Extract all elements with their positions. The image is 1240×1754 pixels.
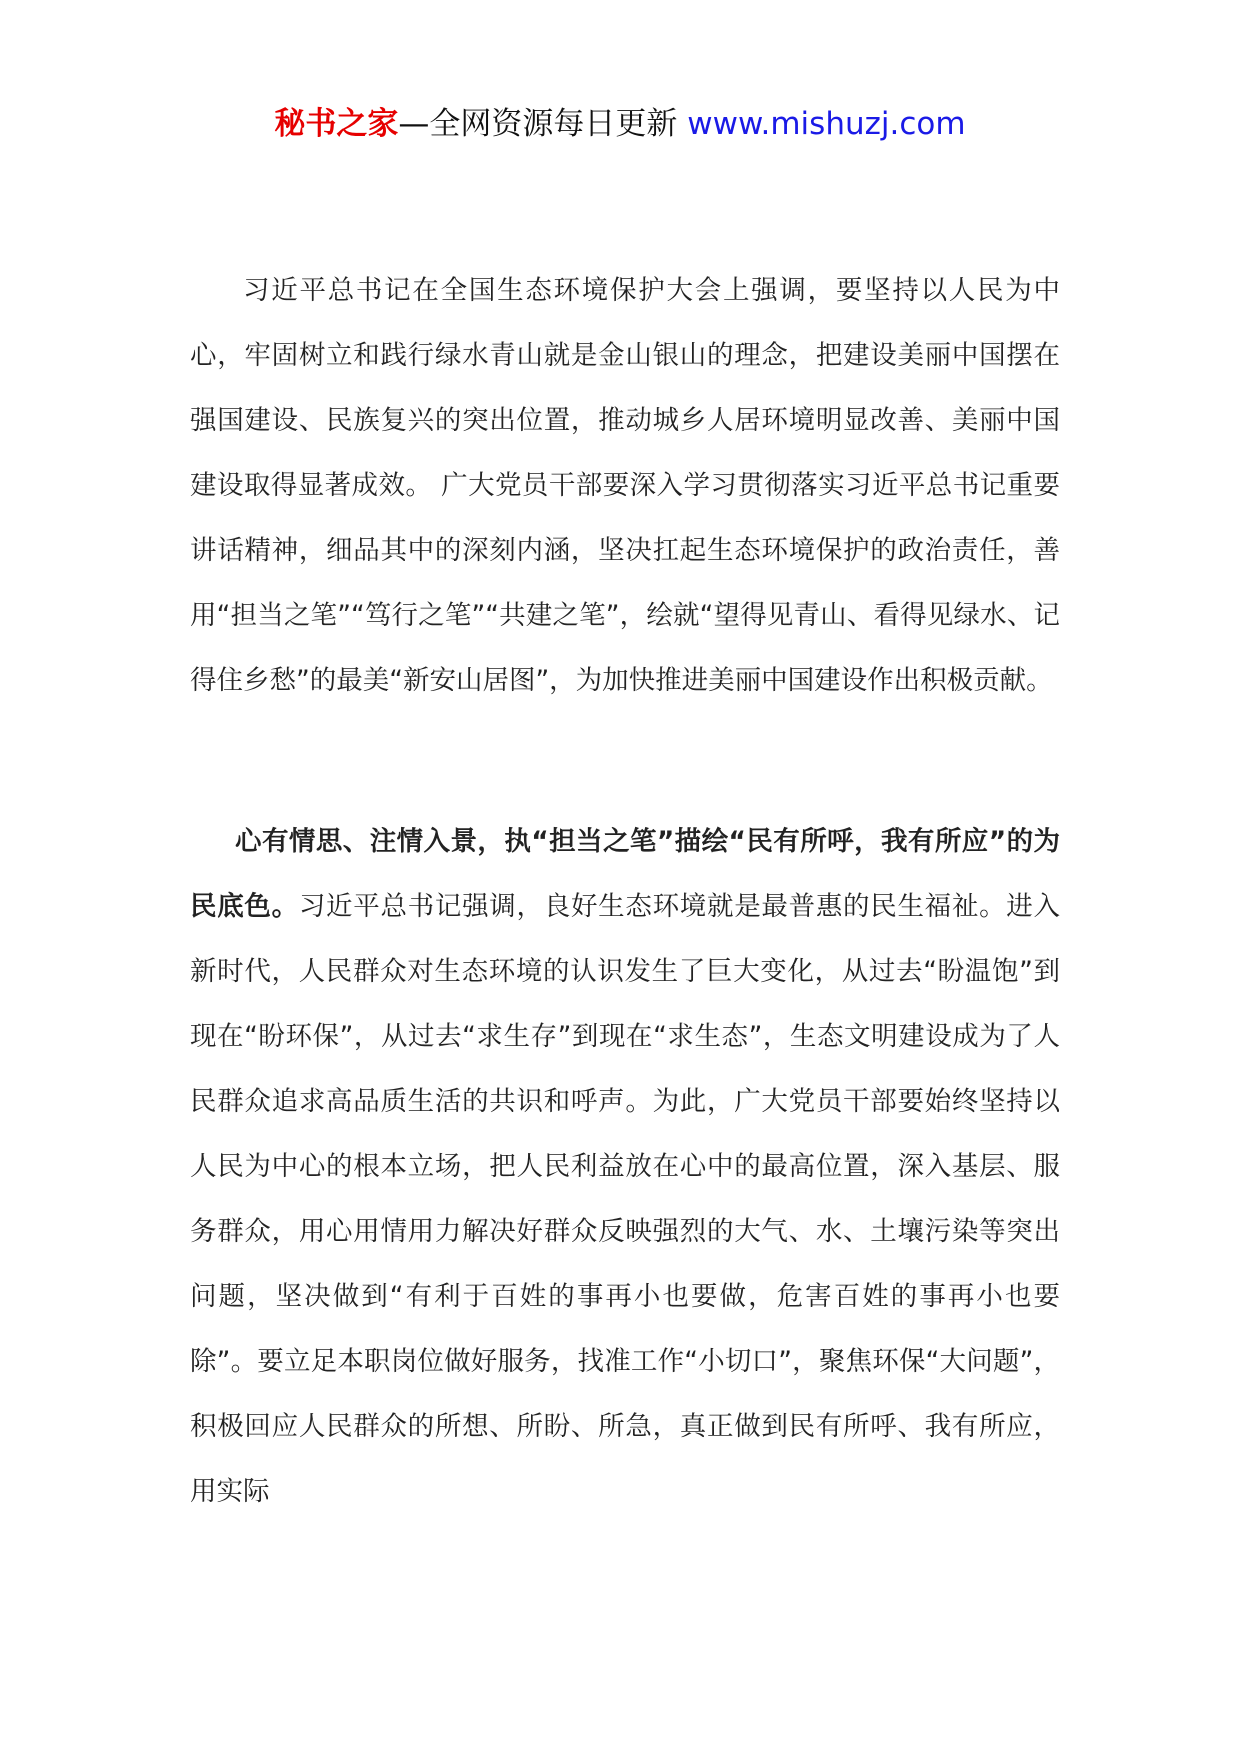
header-dash: — xyxy=(398,106,430,142)
paragraph-text: 习近平总书记强调，良好生态环境就是最普惠的民生福祉。进入新时代，人民群众对生态环境的认识发生了巨大变化，从过去“盼温饱”到现在“盼环保”，从过去“求生存”到现在“求生态”，生态文明建设成为了人民群众追求高品质生活的共识和呼声。为此，广大党员干部要始终坚持以人民为中心的根本立场，把人民利益放在心中的最高位置，深入基层、服务群众，用心用情用力解决好群众反映强烈的大气、水、土壤污染等突出问题，坚决做到“有利于百姓的事再小也要做，危害百姓的事再小也要除”。要立足本职岗位做好服务，找准工作“小切口”，聚焦环保“大问题”，积极回应人民群众的所想、所盼、所急，真正做到民有所呼、我有所应，用实际 xyxy=(190,891,1061,1507)
section-heading: 心有情思、注情入景，执“担当之笔”描绘“民有所呼，我有所应”的为民底色。 xyxy=(190,826,1060,922)
brand-name: 秘书之家 xyxy=(274,106,399,142)
paragraph-intro xyxy=(190,258,1060,713)
page-header xyxy=(0,104,1240,144)
header-tagline: 全网资源每日更新 xyxy=(429,106,688,142)
paragraph-text: 习近平总书记在全国生态环境保护大会上强调，要坚持以人民为中心，牢固树立和践行绿水青山就是金山银山的理念，把建设美丽中国摆在强国建设、民族复兴的突出位置，推动城乡人居环境明显改善、美丽中国建设取得显著成效。 广大党员干部要深入学习贯彻落实习近平总书记重要讲话精神，细品其中的深刻内涵，坚决扛起生态环境保护的政治责任，善用“担当之笔”“笃行之笔”“共建之笔”，绘就“望得见青山、看得见绿水、记得住乡愁”的最美“新安山居图”，为加快推进美丽中国建设作出积极贡献。 xyxy=(190,275,1060,696)
article-body xyxy=(190,258,1060,1524)
paragraph-section-1 xyxy=(190,809,1060,1524)
site-url-link[interactable]: www.mishuzj.com xyxy=(687,106,966,142)
